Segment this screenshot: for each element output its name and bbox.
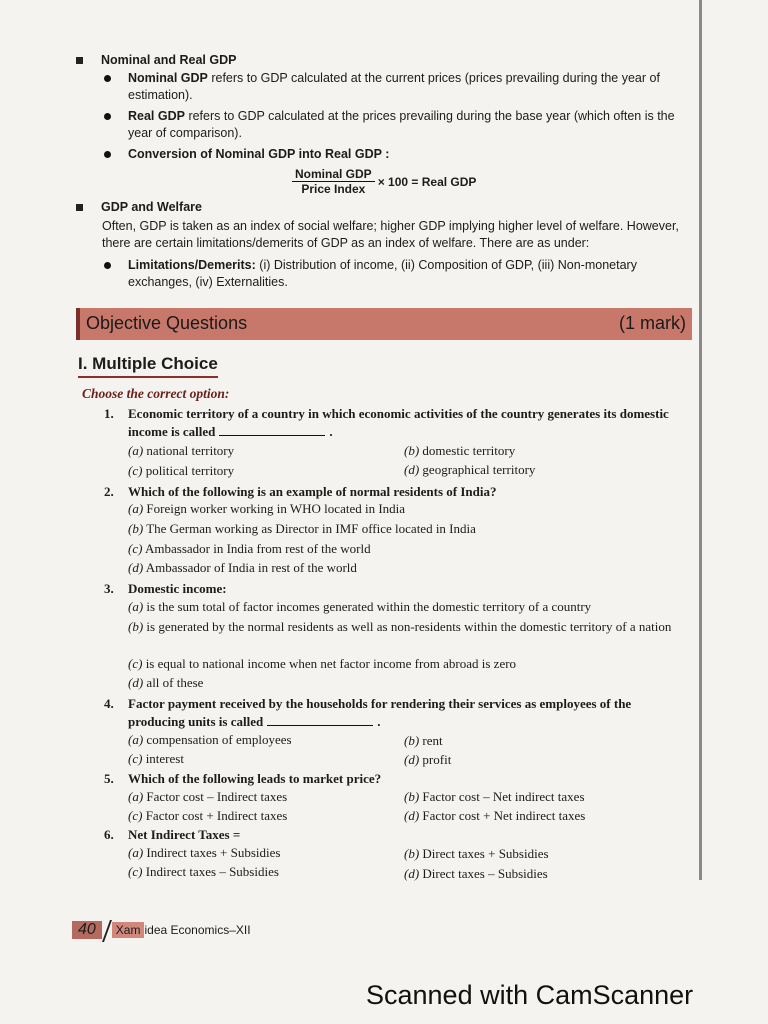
option-label: (a) — [128, 845, 144, 860]
option — [404, 808, 585, 824]
definition-text: refers to GDP calculated at the prices prevailing during the base year (which often is the year of comparison). — [128, 109, 675, 140]
question-text: Which of the following is an example of normal residents of India? — [128, 484, 497, 499]
limitations-text: (i) Distribution of income, (ii) Composition of GDP, (iii) Non-monetary exchanges, (iv) Externalities. — [128, 258, 637, 289]
formula-numerator: Nominal GDP — [292, 167, 375, 182]
option — [128, 864, 279, 880]
option-text: Foreign worker working in WHO located in India — [146, 501, 406, 516]
option-label: (d) — [128, 675, 144, 690]
bullet-dot-icon — [104, 113, 111, 120]
question-text: Domestic income: — [128, 581, 227, 596]
option-label: (b) — [128, 619, 144, 634]
option — [404, 733, 443, 749]
option-label: (b) — [128, 521, 144, 536]
option — [128, 618, 706, 636]
question-5 — [104, 770, 689, 788]
section-title: Nominal and Real GDP — [101, 53, 237, 67]
brand-xam: Xam — [112, 922, 145, 938]
page-edge — [699, 0, 702, 880]
term-limitations: Limitations/Demerits: — [128, 258, 256, 272]
question-number: 3. — [104, 581, 114, 596]
option-label: (c) — [128, 751, 143, 766]
option — [404, 443, 515, 459]
option-text: political territory — [145, 463, 235, 478]
section-gdp-welfare — [76, 200, 202, 214]
option — [404, 846, 549, 862]
option — [128, 501, 405, 517]
answer-blank — [267, 725, 373, 726]
option — [404, 462, 535, 478]
option — [128, 789, 287, 805]
option-text: Ambassador in India from rest of the world — [144, 541, 371, 556]
option-text: Factor cost + Net indirect taxes — [422, 808, 586, 823]
option-label: (a) — [128, 599, 144, 614]
question-2 — [104, 483, 689, 501]
option-text: Ambassador of India in rest of the world — [145, 560, 357, 575]
option-text: Factor cost – Net indirect taxes — [422, 789, 585, 804]
option-text: profit — [422, 752, 452, 767]
option — [128, 521, 476, 537]
option-text: national territory — [146, 443, 235, 458]
option-text: Factor cost – Indirect taxes — [146, 789, 288, 804]
bullet-limitations — [104, 257, 694, 291]
option-text: The German working as Director in IMF office located in India — [146, 521, 476, 536]
question-number: 5. — [104, 771, 114, 786]
option-label: (c) — [128, 808, 143, 823]
option — [404, 789, 585, 805]
question-4 — [104, 695, 689, 731]
definition-text: refers to GDP calculated at the current prices (prices prevailing during the year of estimation). — [128, 71, 660, 102]
option — [128, 541, 371, 557]
option-label: (b) — [404, 733, 420, 748]
question-6 — [104, 826, 689, 844]
option-text: Indirect taxes + Subsidies — [146, 845, 281, 860]
question-number: 6. — [104, 827, 114, 842]
option-label: (c) — [128, 864, 143, 879]
option — [128, 732, 292, 748]
option-text: Direct taxes + Subsidies — [422, 846, 549, 861]
option-label: (c) — [128, 463, 143, 478]
question-3 — [104, 580, 689, 598]
bullet-real-gdp — [104, 108, 694, 142]
option — [128, 808, 287, 824]
option-label: (d) — [404, 808, 420, 823]
question-text: Factor payment received by the households for rendering their services as employees of the producing units is called — [128, 696, 632, 729]
option — [128, 560, 357, 576]
option — [128, 675, 203, 691]
section-nominal-real-gdp — [76, 53, 236, 67]
term-nominal-gdp: Nominal GDP — [128, 71, 208, 85]
option-label: (a) — [128, 732, 144, 747]
banner-title: Objective Questions — [86, 313, 248, 333]
bullet-dot-icon — [104, 75, 111, 82]
bullet-nominal-gdp — [104, 70, 694, 104]
option-text: Direct taxes – Subsidies — [422, 866, 548, 881]
option — [128, 443, 234, 459]
bullet-conversion — [104, 146, 694, 163]
option-text: domestic territory — [422, 443, 516, 458]
option-label: (a) — [128, 789, 144, 804]
term-real-gdp: Real GDP — [128, 109, 185, 123]
option — [128, 599, 591, 615]
conversion-heading: Conversion of Nominal GDP into Real GDP : — [128, 147, 390, 161]
welfare-paragraph: Often, GDP is taken as an index of social welfare; higher GDP implying higher level of welfare. However, there are certain limitations/demerits of GDP as an index of welfare. There are as under: — [102, 219, 679, 250]
option — [128, 656, 516, 672]
question-number: 1. — [104, 406, 114, 421]
option-text: Factor cost + Indirect taxes — [145, 808, 288, 823]
formula-fraction — [292, 167, 375, 196]
formula-tail: × 100 = Real GDP — [377, 174, 477, 189]
option-label: (c) — [128, 541, 143, 556]
multiple-choice-heading: I. Multiple Choice — [78, 354, 218, 378]
option-text: Indirect taxes – Subsidies — [145, 864, 279, 879]
option-label: (a) — [128, 501, 144, 516]
page-footer — [72, 920, 251, 942]
bullet-dot-icon — [104, 262, 111, 269]
slash-divider — [102, 920, 112, 942]
option-label: (b) — [404, 443, 420, 458]
answer-blank — [219, 435, 325, 436]
brand-title: idea Economics–XII — [144, 923, 251, 938]
question-text: Which of the following leads to market price? — [128, 771, 382, 786]
bullet-dot-icon — [104, 151, 111, 158]
square-bullet-icon — [76, 57, 83, 64]
option — [128, 845, 280, 861]
conversion-formula — [292, 167, 476, 196]
scanner-watermark: Scanned with CamScanner — [366, 980, 694, 1010]
option-label: (b) — [404, 846, 420, 861]
option-text: geographical territory — [422, 462, 536, 477]
option-text: is equal to national income when net factor income from abroad is zero — [145, 656, 517, 671]
option — [128, 751, 184, 767]
question-number: 2. — [104, 484, 114, 499]
question-end: . — [329, 424, 333, 439]
question-number: 4. — [104, 696, 114, 711]
square-bullet-icon — [76, 204, 83, 211]
option — [128, 463, 234, 479]
option-label: (d) — [404, 462, 420, 477]
question-1 — [104, 405, 689, 441]
option-label: (d) — [404, 752, 420, 767]
option-text: is generated by the normal residents as well as non-residents within the domestic territory of a nation — [146, 619, 672, 634]
banner-marks: (1 mark) — [619, 313, 686, 333]
option — [404, 752, 451, 768]
option-label: (a) — [128, 443, 144, 458]
question-end: . — [377, 714, 381, 729]
option-text: all of these — [146, 675, 204, 690]
formula-denominator: Price Index — [301, 182, 366, 196]
option-label: (d) — [128, 560, 144, 575]
instruction-text: Choose the correct option: — [82, 386, 230, 401]
option — [404, 866, 548, 882]
question-text: Economic territory of a country in which economic activities of the country generates its domestic income is called — [128, 406, 669, 439]
option-label: (c) — [128, 656, 143, 671]
section-title: GDP and Welfare — [101, 200, 202, 214]
objective-questions-banner — [76, 308, 692, 340]
option-text: is the sum total of factor incomes generated within the domestic territory of a country — [146, 599, 592, 614]
page-number: 40 — [72, 921, 102, 939]
option-text: rent — [422, 733, 443, 748]
option-label: (d) — [404, 866, 420, 881]
option-text: compensation of employees — [146, 732, 292, 747]
option-label: (b) — [404, 789, 420, 804]
question-text: Net Indirect Taxes = — [128, 827, 241, 842]
option-text: interest — [145, 751, 184, 766]
